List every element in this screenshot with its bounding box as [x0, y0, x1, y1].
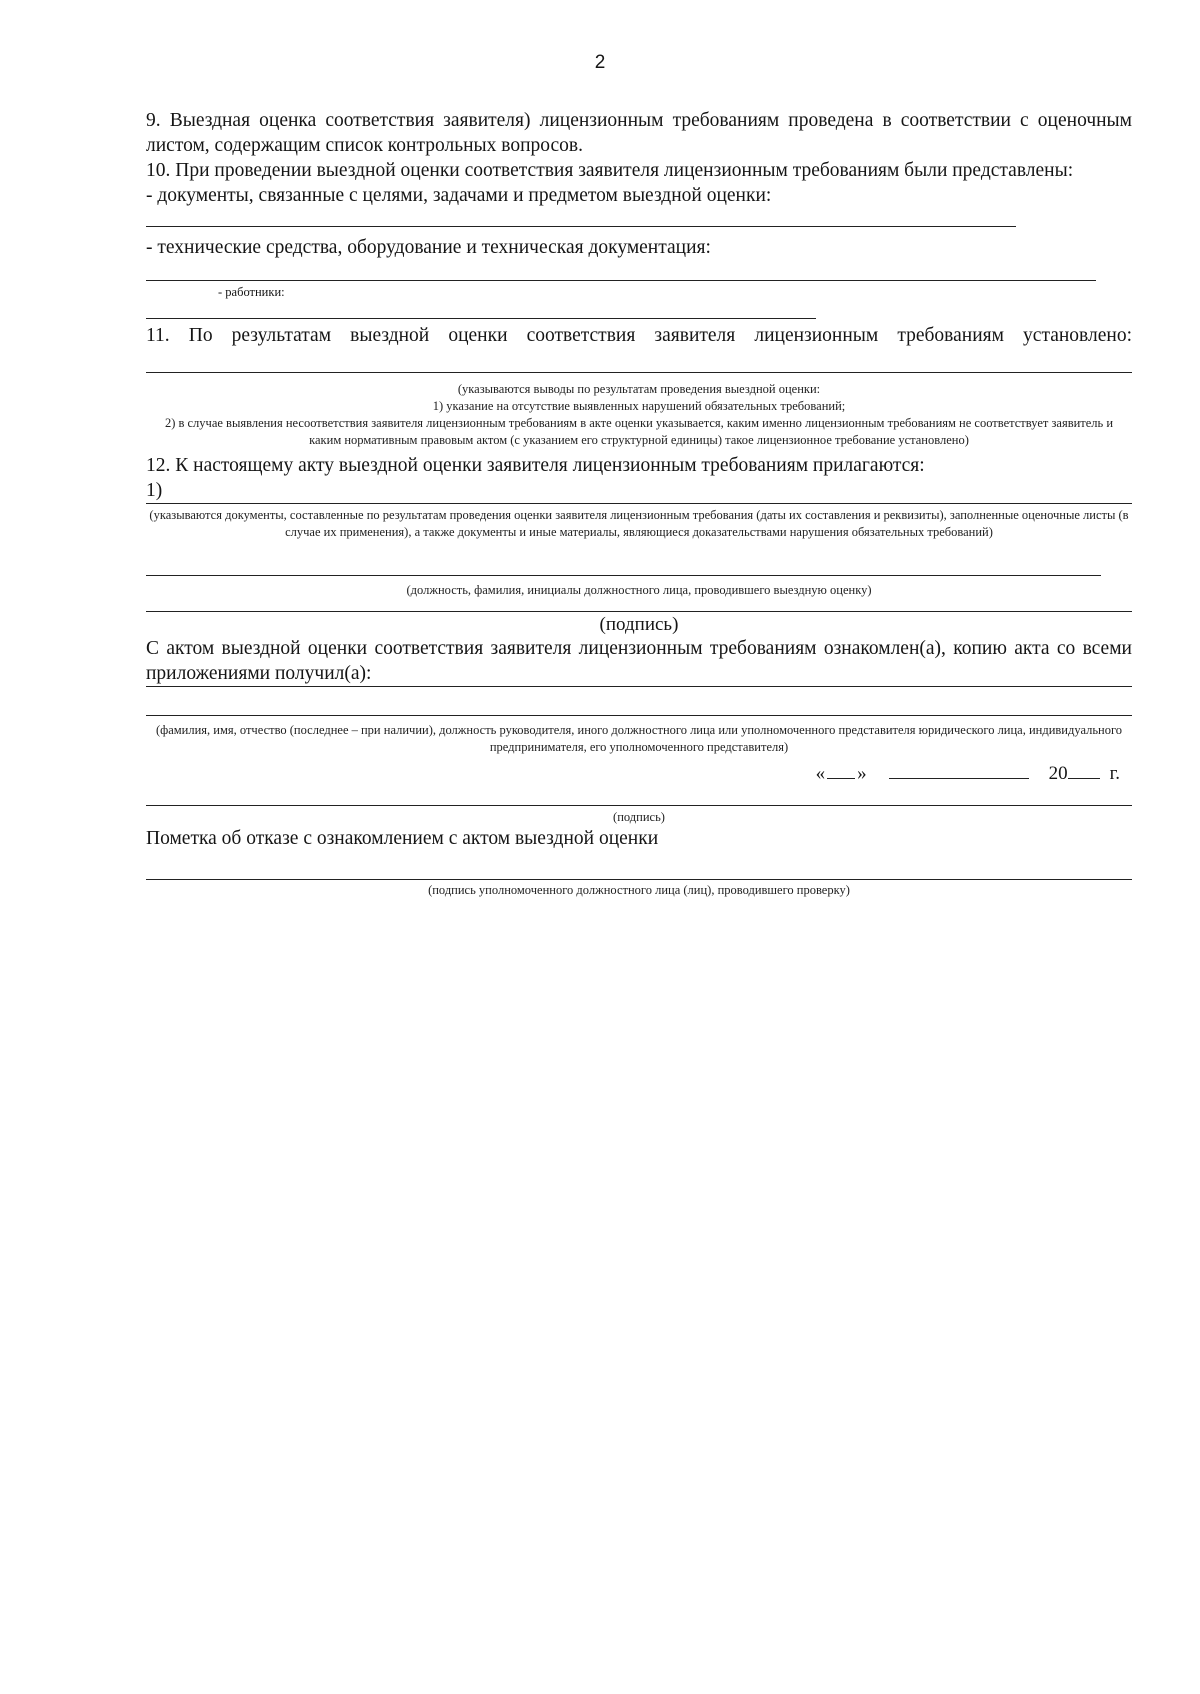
official-signature-label: (подпись) — [599, 614, 679, 635]
date-row — [146, 760, 1132, 785]
date-year-prefix: 20 — [1048, 763, 1068, 784]
item-12-text: 12. К настоящему акту выездной оценки заявителя лицензионным требованиям прилагаются: — [146, 455, 925, 476]
acquainted-text: С актом выездной оценки соответствия заявителя лицензионным требованиям ознакомлен(а), копию акта со всеми приложениями получил(а): — [146, 638, 1132, 684]
item-12-first-attachment[interactable]: 1) — [146, 478, 1132, 504]
refusal-caption: (подпись уполномоченного должностного лица (лиц), проводившего проверку) — [428, 883, 850, 897]
item-10-text: 10. При проведении выездной оценки соответствия заявителя лицензионным требованиям были представлены: — [146, 160, 1074, 181]
item-12-caption: (указываются документы, составленные по результатам проведения оценки заявителя лицензионным требования (даты их составления и реквизиты), заполненные оценочные листы (в случае их применения), а также документы и иные материалы, являющиеся доказательствами нарушения обязательных требований) — [149, 508, 1129, 539]
item-10-documents-label: - документы, связанные с целями, задачами и предметом выездной оценки: — [146, 185, 772, 206]
date-open-quote: « — [815, 763, 826, 784]
date-year-suffix: г. — [1109, 763, 1120, 784]
item-11-caption-line-1: (указываются выводы по результатам проведения выездной оценки: — [457, 382, 821, 396]
date-year-field[interactable] — [1068, 760, 1100, 779]
date-close-quote: » — [857, 763, 867, 784]
item-11-text: 11. По результатам выездной оценки соответствия заявителя лицензионным требованиям установлено: — [146, 325, 1132, 346]
date-month-field[interactable] — [889, 760, 1029, 779]
document-body — [146, 108, 1132, 899]
page-number: 2 — [594, 52, 606, 73]
item-9-text: 9. Выездная оценка соответствия заявителя) лицензионным требованиям проведена в соответствии с оценочным листом, содержащим список контрольных вопросов. — [146, 110, 1132, 156]
representative-caption: (фамилия, имя, отчество (последнее – при наличии), должность руководителя, иного должностного лица или уполномоченного представителя юридического лица, индивидуального предпринимателя, его уполномоченного представителя) — [155, 723, 1123, 754]
item-11-caption-line-3: 2) в случае выявления несоответствия заявителя лицензионным требованиям в акте оценки указывается, каким именно лицензионным требованиям не соответствует заявитель и каким нормативным правовым актом (с указанием его структурной единицы) такое лицензионное требование установлено) — [164, 416, 1114, 447]
representative-signature-label: (подпись) — [613, 810, 665, 824]
date-day-field[interactable] — [827, 760, 855, 779]
refusal-note: Пометка об отказе с ознакомлением с актом выездной оценки — [146, 828, 659, 849]
item-10-workers-label: - работники: — [218, 285, 285, 299]
item-11-caption-line-2: 1) указание на отсутствие выявленных нарушений обязательных требований; — [432, 399, 846, 413]
technical-blank-line[interactable] — [146, 280, 1096, 281]
official-caption: (должность, фамилия, инициалы должностного лица, проводившего выездную оценку) — [406, 583, 872, 597]
item-10-technical-label: - технические средства, оборудование и техническая документация: — [146, 237, 711, 258]
